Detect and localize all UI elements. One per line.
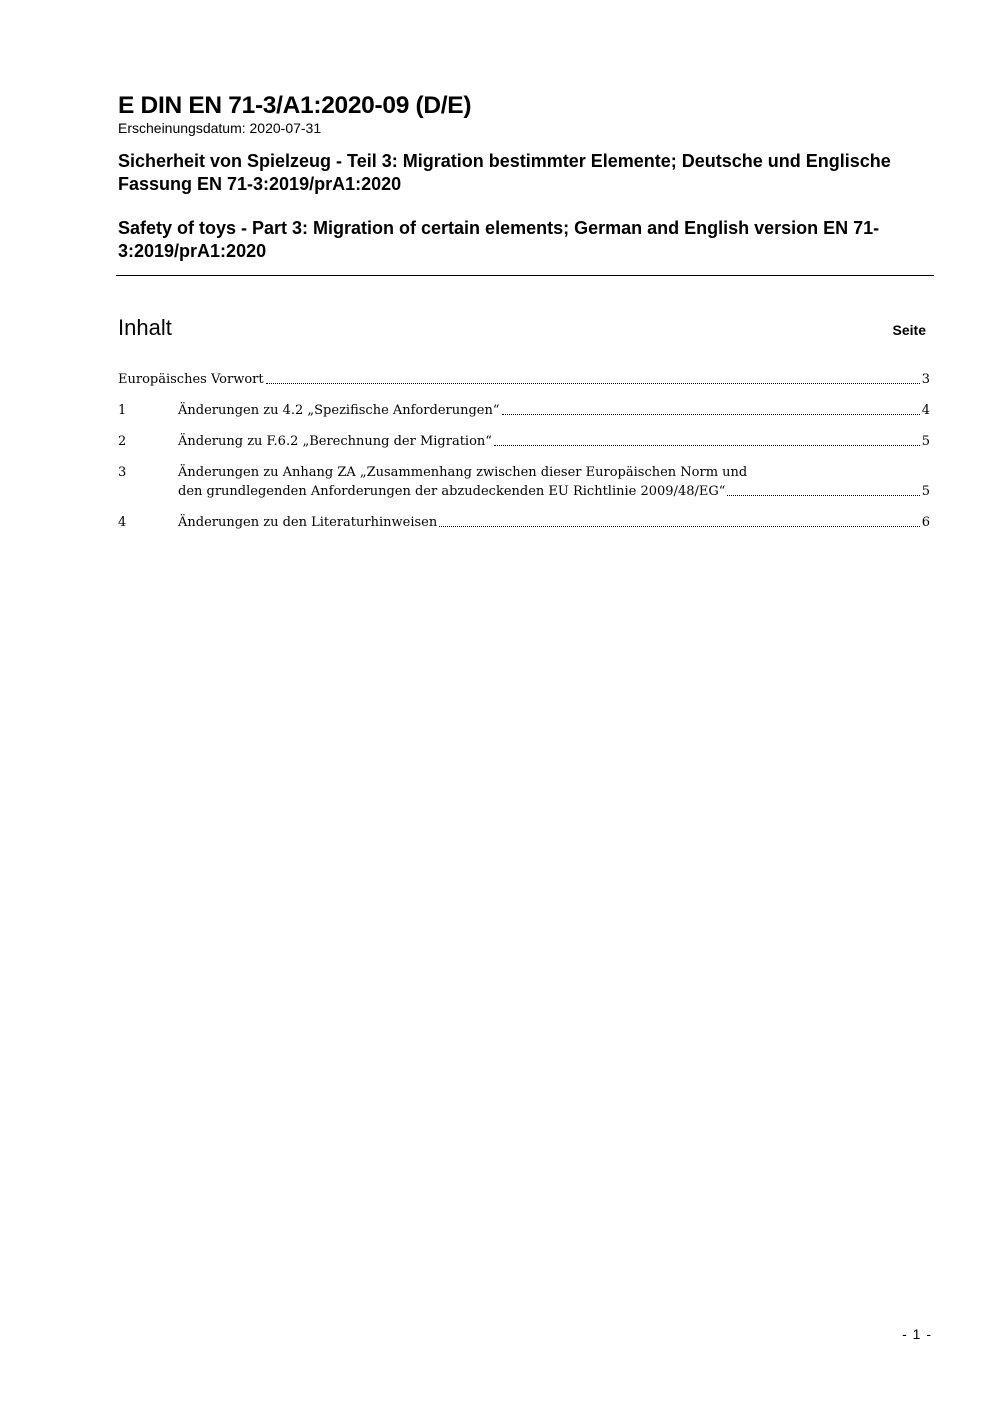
publication-date: Erscheinungsdatum: 2020-07-31 <box>118 120 322 136</box>
toc-header <box>118 313 926 345</box>
toc-dot-leader <box>266 383 920 384</box>
page-number: - 1 - <box>902 1326 932 1342</box>
toc-entry-page: 5 <box>921 434 930 449</box>
table-of-contents <box>118 370 930 544</box>
toc-dot-leader <box>439 526 919 527</box>
title-german: Sicherheit von Spielzeug - Teil 3: Migration bestimmter Elemente; Deutsche und Englische Fassung EN 71-3:2019/prA1:2020 <box>118 151 891 194</box>
toc-entry-1[interactable] <box>118 401 930 420</box>
toc-entry-label[interactable]: Änderung zu F.6.2 „Berechnung der Migration“ <box>178 434 492 449</box>
toc-entry-label[interactable]: Änderungen zu den Literaturhinweisen <box>178 515 438 530</box>
toc-entry-label[interactable]: Europäisches Vorwort <box>118 372 264 387</box>
toc-entry-label[interactable]: Änderungen zu 4.2 „Spezifische Anforderungen“ <box>178 403 500 418</box>
document-header <box>118 92 934 263</box>
document-title: E DIN EN 71-3/A1:2020-09 (D/E) <box>118 92 472 119</box>
toc-dot-leader <box>502 414 920 415</box>
toc-entry-page: 4 <box>921 403 930 418</box>
toc-entry-label-line1[interactable]: Änderungen zu Anhang ZA „Zusammenhang zwischen dieser Europäischen Norm und <box>178 465 748 480</box>
toc-heading: Inhalt <box>118 315 172 340</box>
title-english: Safety of toys - Part 3: Migration of certain elements; German and English version EN 71-3:2019/prA1:2020 <box>118 218 880 261</box>
toc-entry-number: 4 <box>118 515 127 530</box>
toc-entry-number: 2 <box>118 434 127 449</box>
toc-entry-foreword[interactable] <box>118 370 930 389</box>
toc-dot-leader <box>494 445 920 446</box>
toc-entry-page: 3 <box>921 372 930 387</box>
toc-entry-number: 1 <box>118 403 127 418</box>
toc-entry-label-line2[interactable]: den grundlegenden Anforderungen der abzudeckenden EU Richtlinie 2009/48/EG“ <box>178 484 726 499</box>
toc-entry-page: 5 <box>921 484 930 499</box>
toc-entry-number: 3 <box>118 465 127 480</box>
toc-dot-leader <box>727 495 919 496</box>
header-divider <box>116 275 934 276</box>
toc-entry-4[interactable] <box>118 513 930 532</box>
toc-page-column-label: Seite <box>892 322 926 338</box>
toc-entry-3[interactable] <box>118 463 930 501</box>
toc-entry-page: 6 <box>921 515 930 530</box>
toc-entry-2[interactable] <box>118 432 930 451</box>
